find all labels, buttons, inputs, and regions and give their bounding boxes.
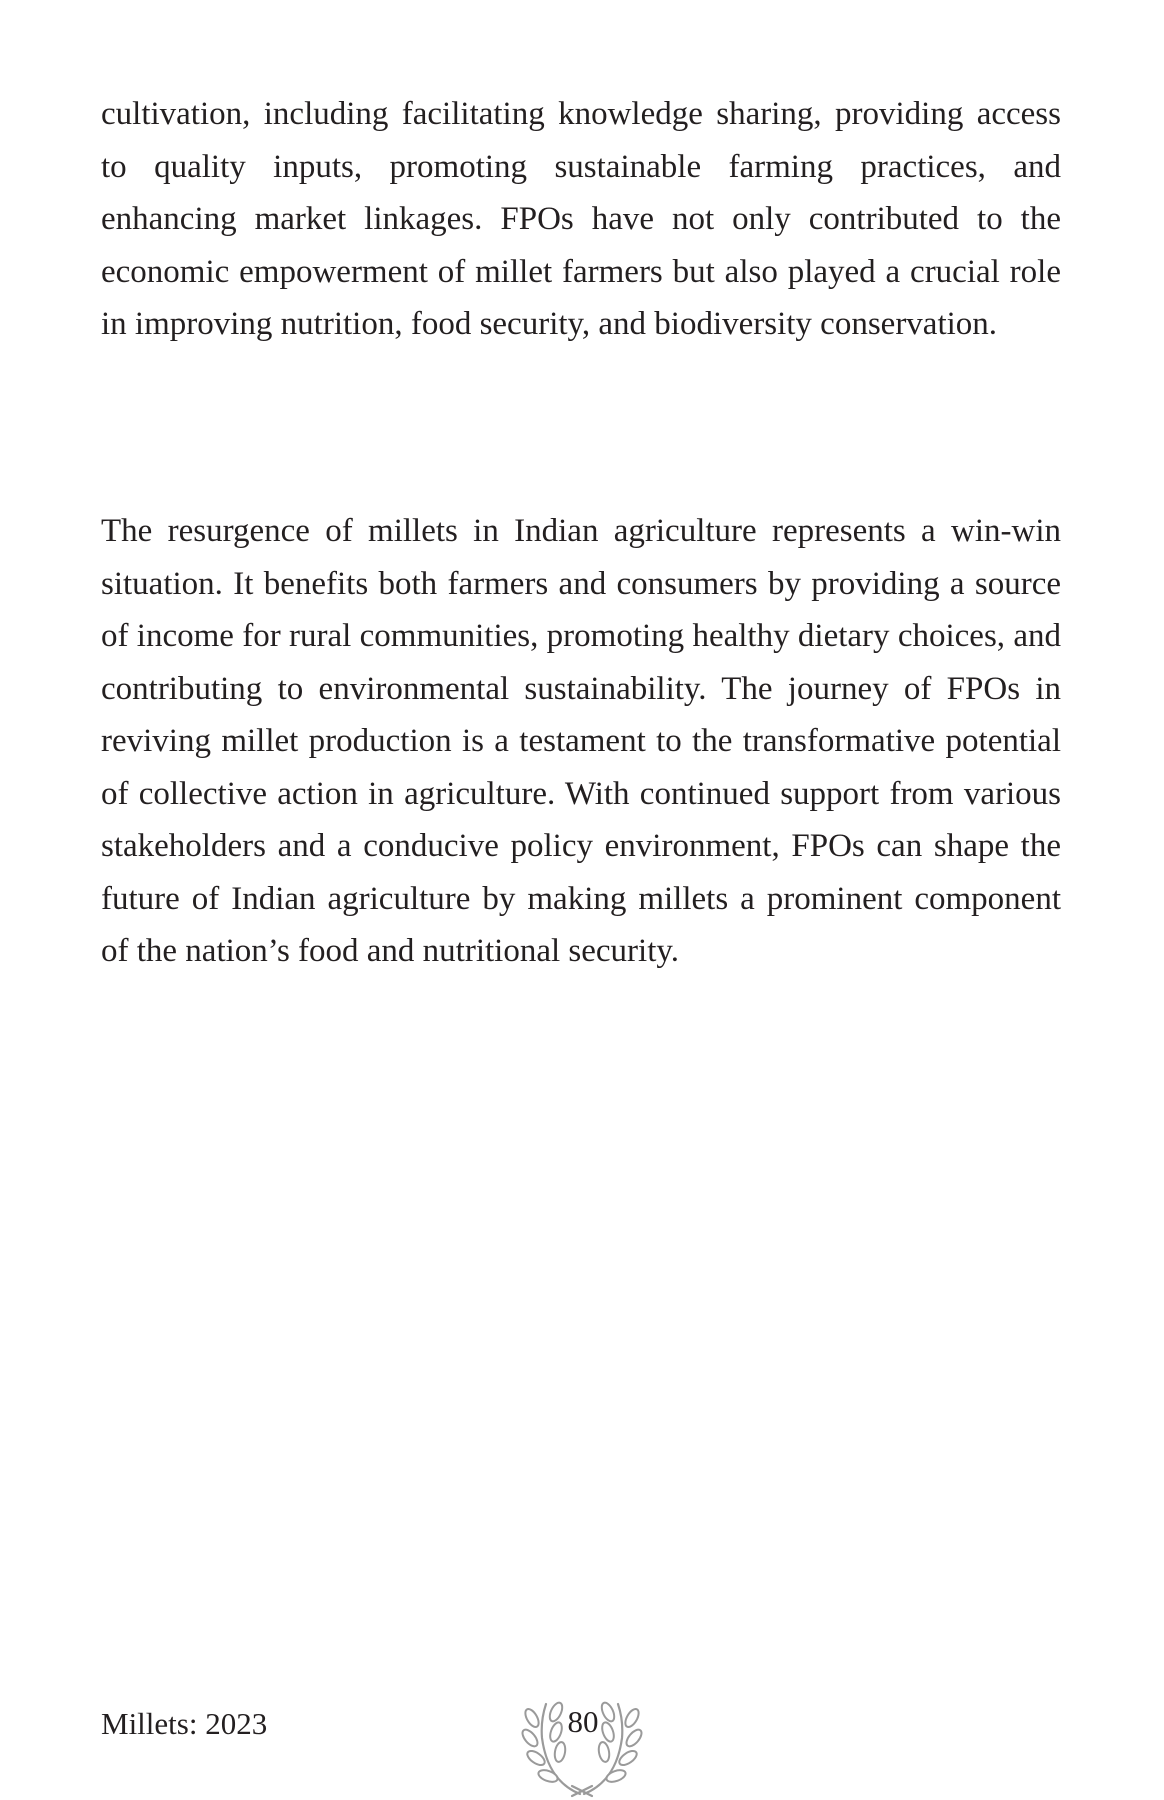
body-paragraph-2: The resurgence of millets in Indian agriculture represents a win-win situation. It benefits both farmers and consumers by providing a source of income for rural communities, promoting healthy dietary choices, and contributing to environmental sustainability. The journey of FPOs in reviving millet production is a testament to the transformative potential of collective action in agriculture. With continued support from various stakeholders and a conducive policy environment, FPOs can shape the future of Indian agriculture by making millets a prominent component of the nation’s food and nutritional security. xyxy=(101,513,1061,969)
body-paragraph-1: cultivation, including facilitating knowledge sharing, providing access to quality inputs, promoting sustainable farming practices, and enhancing market linkages. FPOs have not only contributed to the economic empowerment of millet farmers but also played a crucial role in improving nutrition, food security, and biodiversity conservation. xyxy=(101,96,1061,342)
page-number: 80 xyxy=(567,1704,599,1739)
page-footer xyxy=(0,1690,1164,1800)
footer-title: Millets: 2023 xyxy=(101,1706,268,1741)
